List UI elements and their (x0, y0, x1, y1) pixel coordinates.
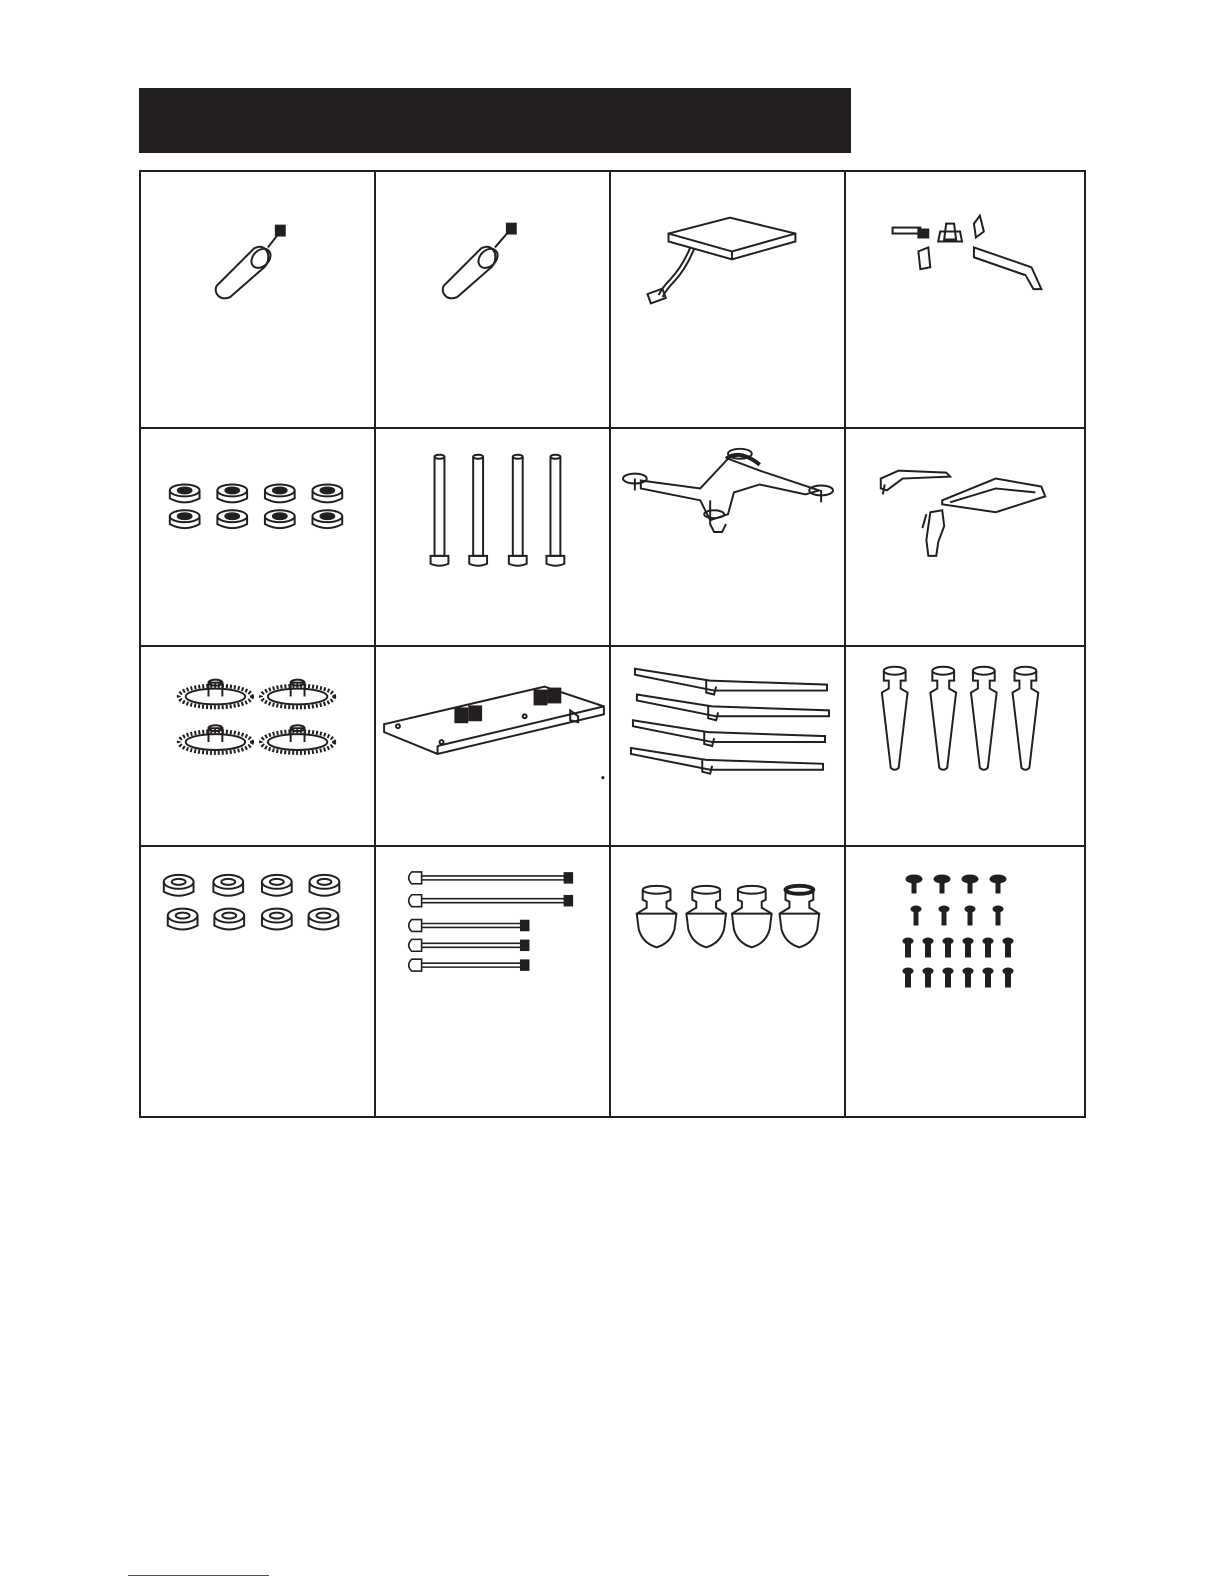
servo-parts-icon (846, 172, 1084, 427)
battery-icon (611, 172, 844, 427)
part-cell-gears (141, 647, 376, 847)
bearings-icon (141, 429, 374, 645)
circuit-board-icon (376, 647, 609, 845)
rings-icon (141, 847, 374, 1117)
part-cell-mount-parts (846, 429, 1084, 647)
frame-icon (611, 429, 844, 645)
part-cell-motor-b (376, 172, 611, 429)
part-cell-screws (846, 847, 1084, 1117)
part-cell-servo-parts (846, 172, 1084, 429)
part-cell-led-wires (376, 847, 611, 1117)
part-cell-feet-caps (611, 847, 846, 1117)
screws-icon (846, 847, 1084, 1117)
part-cell-battery (611, 172, 846, 429)
part-cell-rings (141, 847, 376, 1117)
motor-a-icon (141, 172, 374, 427)
led-wires-icon (376, 847, 609, 1117)
part-cell-bearings (141, 429, 376, 647)
landing-legs-icon (846, 647, 1084, 845)
part-cell-shafts (376, 429, 611, 647)
part-cell-landing-legs (846, 647, 1084, 847)
header-bar (139, 88, 851, 153)
part-cell-motor-a (141, 172, 376, 429)
motor-b-icon (376, 172, 609, 427)
shafts-icon (376, 429, 609, 645)
propeller-blades-icon (611, 647, 844, 845)
parts-grid (139, 170, 1086, 1118)
part-cell-circuit-board (376, 647, 611, 847)
feet-caps-icon (611, 847, 844, 1117)
gears-icon (141, 647, 374, 845)
part-cell-propeller-blades (611, 647, 846, 847)
mount-parts-icon (846, 429, 1084, 645)
part-cell-frame (611, 429, 846, 647)
footer-link-underline[interactable] (128, 1575, 269, 1576)
